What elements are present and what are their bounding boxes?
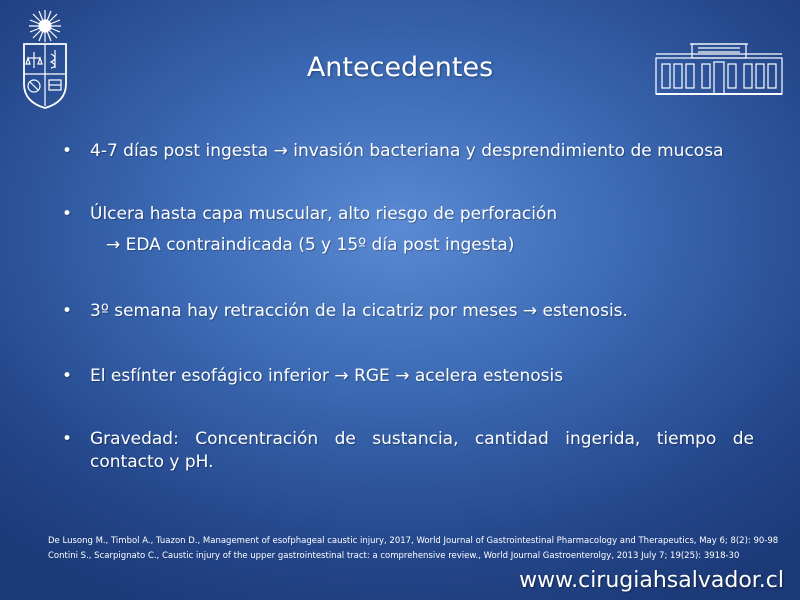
bullet-symbol: • [62,141,73,161]
bullet-text: Gravedad: Concentración de sustancia, cantidad ingerida, tiempo de contacto y pH. [90,429,754,472]
bullet-symbol: • [62,429,73,449]
references [48,534,779,564]
bullet-text: 4-7 días post ingesta → invasión bacteriana y desprendimiento de mucosa [90,141,724,161]
bullet-item [62,203,754,257]
bullet-item [62,300,754,323]
bullet-symbol: • [62,204,73,224]
bullet-text: Úlcera hasta capa muscular, alto riesgo de perforación [90,204,558,224]
reference-item: De Lusong M., Timbol A., Tuazon D., Management of esofphageal caustic injury, 2017, World Journal of Gastrointestinal Pharmacology and Therapeutics, May 6; 8(2): 90-98 [48,536,779,546]
bullet-symbol: • [62,301,73,321]
bullet-subtext: → EDA contraindicada (5 y 15º día post ingesta) [106,235,515,255]
bullet-text: El esfínter esofágico inferior → RGE → acelera estenosis [90,366,564,386]
bullet-symbol: • [62,366,73,386]
reference-item: Contini S., Scarpignato C., Caustic injury of the upper gastrointestinal tract: a comprehensive review., World Journal Gastroenterolgy, 2013 July 7; 19(25): 3918-30 [48,551,740,561]
bullet-text: 3º semana hay retracción de la cicatriz por meses → estenosis. [90,301,628,321]
bullet-item [62,428,754,474]
slide-title: Antecedentes [306,52,494,83]
bullet-item [62,365,754,388]
bullet-item [62,140,754,163]
website-url: www.cirugiahsalvador.cl [519,568,784,593]
